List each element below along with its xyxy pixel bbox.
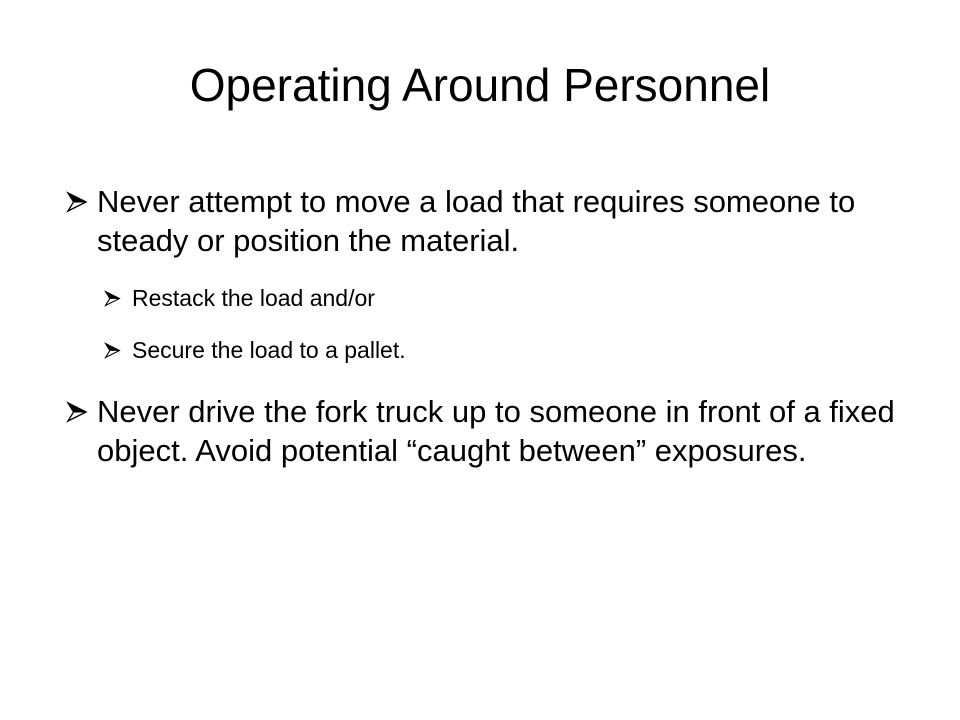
- bullet-item: [66, 392, 926, 470]
- bullet-list: [66, 182, 926, 492]
- arrow-bullet-icon: [66, 191, 88, 213]
- bullet-text: Never attempt to move a load that requires someone to steady or position the material.: [97, 184, 856, 258]
- arrow-bullet-icon: [104, 290, 121, 307]
- slide-title: Operating Around Personnel: [189, 59, 771, 111]
- bullet-item: [66, 182, 926, 260]
- sub-bullet-text: Restack the load and/or: [132, 285, 375, 311]
- sub-bullet-item: [104, 334, 926, 366]
- arrow-bullet-icon: [104, 342, 121, 359]
- bullet-text: Never drive the fork truck up to someone in front of a fixed object. Avoid potential “caught between” exposures.: [97, 394, 895, 468]
- sub-bullet-text: Secure the load to a pallet.: [132, 337, 406, 363]
- sub-bullet-item: [104, 282, 926, 314]
- arrow-bullet-icon: [66, 401, 88, 423]
